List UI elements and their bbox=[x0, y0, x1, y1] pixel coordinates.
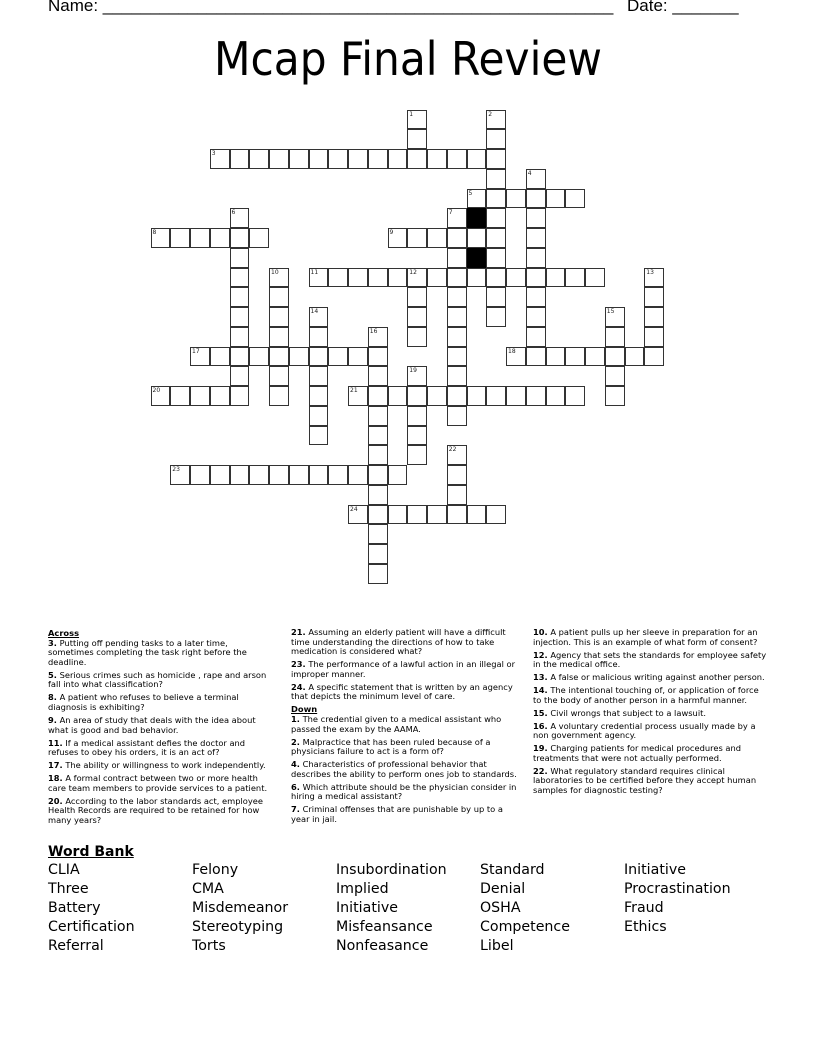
word-bank-row bbox=[48, 900, 768, 919]
word-bank-word: Three bbox=[48, 881, 89, 897]
cell-number: 21 bbox=[350, 387, 358, 394]
grid-cell[interactable] bbox=[447, 307, 467, 327]
grid-cell[interactable] bbox=[407, 505, 427, 525]
name-field-label: Name: ______________________________________________________ bbox=[48, 0, 614, 15]
clue-down-2: 2. Malpractice that has been ruled because of a physicians failure to act is a form of? bbox=[291, 736, 491, 757]
word-bank-word: Standard bbox=[480, 862, 545, 878]
word-bank-row bbox=[48, 881, 768, 900]
grid-cell[interactable] bbox=[368, 366, 388, 386]
grid-cell[interactable] bbox=[546, 347, 566, 367]
grid-cell[interactable] bbox=[605, 386, 625, 406]
grid-cell[interactable] bbox=[644, 327, 664, 347]
grid-cell[interactable] bbox=[447, 366, 467, 386]
grid-cell[interactable] bbox=[368, 149, 388, 169]
grid-cell[interactable] bbox=[427, 386, 447, 406]
cell-number: 23 bbox=[172, 466, 180, 473]
grid-cell[interactable] bbox=[151, 228, 171, 248]
grid-cell[interactable] bbox=[289, 347, 309, 367]
grid-cell[interactable] bbox=[269, 465, 289, 485]
grid-cell[interactable] bbox=[368, 445, 388, 465]
grid-cell[interactable] bbox=[605, 347, 625, 367]
grid-cell[interactable] bbox=[230, 208, 250, 228]
word-bank-row bbox=[48, 919, 768, 938]
grid-cell[interactable] bbox=[190, 386, 210, 406]
grid-cell[interactable] bbox=[486, 386, 506, 406]
grid-cell[interactable] bbox=[368, 465, 388, 485]
grid-cell[interactable] bbox=[625, 347, 645, 367]
grid-cell[interactable] bbox=[447, 248, 467, 268]
clue-down-19: 19. Charging patients for medical procedures and treatments that were not actually performed. bbox=[533, 743, 742, 763]
clue-across-23: 23. The performance of a lawful action in an illegal or improper manner. bbox=[291, 659, 515, 679]
clue-down-6: 6. Which attribute should be the physician consider in hiring a medical assistant? bbox=[291, 781, 517, 802]
grid-cell[interactable] bbox=[190, 347, 210, 367]
grid-cell[interactable] bbox=[526, 208, 546, 228]
grid-cell[interactable] bbox=[447, 228, 467, 248]
grid-cell[interactable] bbox=[368, 564, 388, 584]
grid-cell[interactable] bbox=[388, 386, 408, 406]
grid-cell[interactable] bbox=[427, 505, 447, 525]
clue-across-21: 21. Assuming an elderly patient will have a difficult time understanding the directions of how to take medication is considered what? bbox=[291, 627, 506, 657]
grid-cell[interactable] bbox=[388, 228, 408, 248]
grid-cell[interactable] bbox=[230, 149, 250, 169]
grid-cell[interactable] bbox=[447, 386, 467, 406]
grid-cell[interactable] bbox=[151, 386, 171, 406]
grid-cell[interactable] bbox=[486, 228, 506, 248]
grid-cell[interactable] bbox=[368, 426, 388, 446]
grid-cell[interactable] bbox=[328, 149, 348, 169]
grid-cell[interactable] bbox=[388, 465, 408, 485]
grid-cell[interactable] bbox=[368, 524, 388, 544]
grid-cell[interactable] bbox=[230, 327, 250, 347]
grid-cell[interactable] bbox=[230, 248, 250, 268]
clues-column-3 bbox=[533, 628, 768, 799]
grid-cell[interactable] bbox=[506, 268, 526, 288]
grid-cell[interactable] bbox=[526, 307, 546, 327]
grid-cell[interactable] bbox=[249, 228, 269, 248]
clue-down-15: 15. Civil wrongs that subject to a lawsuit. bbox=[533, 707, 707, 718]
grid-cell[interactable] bbox=[190, 228, 210, 248]
grid-cell[interactable] bbox=[388, 505, 408, 525]
grid-cell[interactable] bbox=[368, 544, 388, 564]
date-field-label: Date: _______ bbox=[627, 0, 739, 15]
cell-number: 1 bbox=[409, 110, 414, 118]
grid-cell[interactable] bbox=[467, 189, 487, 209]
crossword-grid bbox=[151, 110, 691, 610]
word-bank-word: Misfeansance bbox=[336, 919, 433, 935]
grid-cell[interactable] bbox=[605, 327, 625, 347]
grid-cell[interactable] bbox=[486, 208, 506, 228]
grid-cell[interactable] bbox=[526, 228, 546, 248]
grid-cell[interactable] bbox=[210, 465, 230, 485]
grid-cell[interactable] bbox=[427, 268, 447, 288]
word-bank-word: Initiative bbox=[336, 900, 398, 916]
clue-down-1: 1. The credential given to a medical assistant who passed the exam by the AAMA. bbox=[291, 713, 502, 734]
grid-cell[interactable] bbox=[348, 347, 368, 367]
grid-cell[interactable] bbox=[190, 465, 210, 485]
clue-down-4: 4. Characteristics of professional behavior that describes the ability to perform ones job to standards. bbox=[291, 759, 517, 779]
clues-column-1 bbox=[48, 628, 276, 829]
cell-number: 15 bbox=[606, 308, 615, 315]
cell-number: 5 bbox=[468, 189, 473, 197]
grid-cell[interactable] bbox=[526, 287, 546, 307]
grid-cell[interactable] bbox=[447, 287, 467, 307]
grid-cell[interactable] bbox=[506, 386, 526, 406]
grid-cell[interactable] bbox=[249, 347, 269, 367]
grid-cell[interactable] bbox=[309, 366, 329, 386]
grid-cell[interactable] bbox=[230, 386, 250, 406]
grid-cell[interactable] bbox=[309, 386, 329, 406]
word-bank-word: Competence bbox=[480, 919, 570, 935]
word-bank-word: OSHA bbox=[480, 900, 521, 916]
clue-across-3: 3. Putting off pending tasks to a later time, sometimes completing the task right before the deadline. bbox=[48, 637, 247, 667]
grid-cell[interactable] bbox=[269, 307, 289, 327]
grid-cell[interactable] bbox=[170, 465, 190, 485]
clue-down-7: 7. Criminal offenses that are punishable by up to a year in jail. bbox=[291, 804, 503, 824]
grid-cell[interactable] bbox=[170, 228, 190, 248]
grid-cell[interactable] bbox=[309, 307, 329, 327]
cell-number: 12 bbox=[409, 268, 417, 276]
grid-cell[interactable] bbox=[467, 149, 487, 169]
grid-cell[interactable] bbox=[230, 307, 250, 327]
grid-cell[interactable] bbox=[368, 485, 388, 505]
clue-across-17: 17. The ability or willingness to work independently. bbox=[48, 760, 266, 771]
grid-cell[interactable] bbox=[407, 366, 427, 386]
grid-cell[interactable] bbox=[447, 268, 467, 288]
down-heading: Down bbox=[291, 704, 318, 715]
cell-number: 8 bbox=[152, 229, 157, 236]
grid-cell[interactable] bbox=[348, 149, 368, 169]
grid-cell[interactable] bbox=[427, 228, 447, 248]
grid-cell[interactable] bbox=[526, 327, 546, 347]
word-bank-word: Nonfeasance bbox=[336, 938, 429, 954]
grid-cell[interactable] bbox=[368, 268, 388, 288]
grid-cell[interactable] bbox=[230, 228, 250, 248]
grid-cell[interactable] bbox=[328, 268, 348, 288]
cell-number: 2 bbox=[488, 110, 493, 118]
grid-cell[interactable] bbox=[467, 268, 487, 288]
cell-number: 11 bbox=[310, 268, 319, 276]
word-bank-word: Misdemeanor bbox=[192, 900, 289, 916]
grid-cell[interactable] bbox=[546, 386, 566, 406]
word-bank-word: Fraud bbox=[624, 900, 664, 916]
word-bank-word: Battery bbox=[48, 900, 101, 916]
grid-cell[interactable] bbox=[269, 327, 289, 347]
cell-number: 19 bbox=[409, 367, 417, 375]
name-date-header bbox=[48, 0, 748, 20]
cell-number: 10 bbox=[271, 268, 279, 276]
grid-cell[interactable] bbox=[605, 307, 625, 327]
grid-cell[interactable] bbox=[526, 169, 546, 189]
clues-column-2 bbox=[291, 628, 523, 828]
word-bank bbox=[48, 862, 768, 957]
page-title: Mcap Final Review bbox=[213, 32, 603, 86]
cell-number: 13 bbox=[646, 268, 654, 276]
word-bank-word: Ethics bbox=[624, 919, 667, 935]
grid-cell[interactable] bbox=[467, 505, 487, 525]
grid-cell[interactable] bbox=[269, 268, 289, 288]
grid-cell[interactable] bbox=[506, 347, 526, 367]
grid-cell[interactable] bbox=[486, 169, 506, 189]
grid-cell[interactable] bbox=[388, 268, 408, 288]
word-bank-word: Certification bbox=[48, 919, 135, 935]
clue-across-9: 9. An area of study that deals with the idea about what is good and bad behavior. bbox=[48, 714, 256, 735]
grid-cell[interactable] bbox=[368, 347, 388, 367]
grid-cell[interactable] bbox=[210, 228, 230, 248]
grid-cell[interactable] bbox=[526, 248, 546, 268]
grid-cell[interactable] bbox=[368, 406, 388, 426]
grid-cell[interactable] bbox=[447, 485, 467, 505]
grid-cell[interactable] bbox=[230, 268, 250, 288]
word-bank-title: Word Bank bbox=[48, 844, 134, 860]
grid-cell[interactable] bbox=[447, 347, 467, 367]
grid-cell[interactable] bbox=[585, 268, 605, 288]
grid-cell[interactable] bbox=[388, 149, 408, 169]
word-bank-word: CLIA bbox=[48, 862, 80, 878]
grid-cell[interactable] bbox=[605, 366, 625, 386]
cell-number: 3 bbox=[211, 150, 216, 157]
grid-cell[interactable] bbox=[565, 347, 585, 367]
across-heading: Across bbox=[48, 628, 80, 638]
grid-cell[interactable] bbox=[407, 406, 427, 426]
grid-cell[interactable] bbox=[407, 386, 427, 406]
grid-cell[interactable] bbox=[486, 505, 506, 525]
cell-number: 24 bbox=[350, 505, 358, 513]
clue-down-10: 10. A patient pulls up her sleeve in preparation for an injection. This is an example of what form of consent? bbox=[533, 627, 758, 647]
grid-cell[interactable] bbox=[368, 505, 388, 525]
word-bank-word: Initiative bbox=[624, 862, 686, 878]
cell-number: 20 bbox=[152, 387, 161, 394]
grid-cell[interactable] bbox=[486, 149, 506, 169]
grid-cell[interactable] bbox=[526, 189, 546, 209]
cell-number: 18 bbox=[508, 347, 516, 355]
grid-cell[interactable] bbox=[269, 287, 289, 307]
grid-cell[interactable] bbox=[309, 426, 329, 446]
black-cell bbox=[467, 248, 487, 268]
grid-cell[interactable] bbox=[486, 189, 506, 209]
cell-number: 7 bbox=[448, 209, 453, 217]
cell-number: 14 bbox=[310, 308, 319, 315]
grid-cell[interactable] bbox=[328, 465, 348, 485]
grid-cell[interactable] bbox=[407, 287, 427, 307]
grid-cell[interactable] bbox=[565, 268, 585, 288]
grid-cell[interactable] bbox=[427, 149, 447, 169]
grid-cell[interactable] bbox=[407, 110, 427, 130]
word-bank-word: Denial bbox=[480, 881, 526, 897]
grid-cell[interactable] bbox=[447, 505, 467, 525]
word-bank-word: Referral bbox=[48, 938, 104, 954]
grid-cell[interactable] bbox=[447, 149, 467, 169]
grid-cell[interactable] bbox=[486, 248, 506, 268]
grid-cell[interactable] bbox=[407, 268, 427, 288]
grid-cell[interactable] bbox=[368, 386, 388, 406]
cell-number: 6 bbox=[231, 209, 236, 217]
clue-down-16: 16. A voluntary credential process usually made by a non government agency. bbox=[533, 720, 756, 741]
word-bank-word: Procrastination bbox=[624, 881, 731, 897]
cell-number: 17 bbox=[192, 347, 200, 355]
word-bank-word: Stereotyping bbox=[192, 919, 284, 935]
grid-cell[interactable] bbox=[447, 465, 467, 485]
grid-cell[interactable] bbox=[309, 268, 329, 288]
grid-cell[interactable] bbox=[407, 129, 427, 149]
grid-cell[interactable] bbox=[289, 149, 309, 169]
grid-cell[interactable] bbox=[644, 347, 664, 367]
grid-cell[interactable] bbox=[210, 386, 230, 406]
grid-cell[interactable] bbox=[407, 149, 427, 169]
grid-cell[interactable] bbox=[407, 327, 427, 347]
grid-cell[interactable] bbox=[407, 228, 427, 248]
grid-cell[interactable] bbox=[486, 268, 506, 288]
grid-cell[interactable] bbox=[269, 149, 289, 169]
grid-cell[interactable] bbox=[467, 386, 487, 406]
word-bank-word: Insubordination bbox=[336, 862, 447, 878]
grid-cell[interactable] bbox=[447, 445, 467, 465]
cell-number: 16 bbox=[369, 327, 378, 335]
grid-cell[interactable] bbox=[309, 347, 329, 367]
grid-cell[interactable] bbox=[269, 347, 289, 367]
grid-cell[interactable] bbox=[348, 268, 368, 288]
cell-number: 9 bbox=[389, 229, 394, 236]
clue-down-13: 13. A false or malicious writing against another person. bbox=[533, 672, 765, 683]
grid-cell[interactable] bbox=[289, 465, 309, 485]
grid-cell[interactable] bbox=[526, 386, 546, 406]
grid-cell[interactable] bbox=[269, 386, 289, 406]
grid-cell[interactable] bbox=[546, 268, 566, 288]
word-bank-row bbox=[48, 862, 768, 881]
clue-down-12: 12. Agency that sets the standards for employee safety in the medical office. bbox=[533, 649, 767, 670]
grid-cell[interactable] bbox=[230, 465, 250, 485]
grid-cell[interactable] bbox=[585, 347, 605, 367]
grid-cell[interactable] bbox=[407, 307, 427, 327]
grid-cell[interactable] bbox=[309, 406, 329, 426]
grid-cell[interactable] bbox=[210, 347, 230, 367]
grid-cell[interactable] bbox=[486, 110, 506, 130]
grid-cell[interactable] bbox=[467, 228, 487, 248]
black-cell bbox=[467, 208, 487, 228]
word-bank-word: CMA bbox=[192, 881, 224, 897]
grid-cell[interactable] bbox=[249, 465, 269, 485]
grid-cell[interactable] bbox=[230, 287, 250, 307]
word-bank-word: Felony bbox=[192, 862, 239, 878]
grid-cell[interactable] bbox=[546, 189, 566, 209]
grid-cell[interactable] bbox=[526, 347, 546, 367]
clue-across-18: 18. A formal contract between two or more health care team members to provide services to a patient. bbox=[48, 773, 268, 793]
grid-cell[interactable] bbox=[447, 208, 467, 228]
grid-cell[interactable] bbox=[170, 386, 190, 406]
grid-cell[interactable] bbox=[486, 287, 506, 307]
grid-cell[interactable] bbox=[368, 327, 388, 347]
grid-cell[interactable] bbox=[269, 366, 289, 386]
word-bank-word: Libel bbox=[480, 938, 514, 954]
grid-cell[interactable] bbox=[644, 287, 664, 307]
grid-cell[interactable] bbox=[348, 465, 368, 485]
cell-number: 4 bbox=[527, 169, 532, 177]
grid-cell[interactable] bbox=[348, 386, 368, 406]
clue-across-24: 24. A specific statement that is written by an agency that depicts the minimum level of care. bbox=[291, 681, 513, 702]
grid-cell[interactable] bbox=[309, 149, 329, 169]
grid-cell[interactable] bbox=[644, 307, 664, 327]
grid-cell[interactable] bbox=[565, 386, 585, 406]
word-bank-word: Torts bbox=[192, 938, 226, 954]
grid-cell[interactable] bbox=[526, 268, 546, 288]
grid-cell[interactable] bbox=[486, 129, 506, 149]
clue-across-20: 20. According to the labor standards act, employee Health Records are required to be retained for how many years? bbox=[48, 795, 263, 825]
grid-cell[interactable] bbox=[447, 406, 467, 426]
clue-down-14: 14. The intentional touching of, or application of force to the body of another person in a harmful manner. bbox=[533, 685, 759, 705]
grid-cell[interactable] bbox=[447, 327, 467, 347]
grid-cell[interactable] bbox=[230, 347, 250, 367]
grid-cell[interactable] bbox=[309, 327, 329, 347]
grid-cell[interactable] bbox=[644, 268, 664, 288]
clue-across-5: 5. Serious crimes such as homicide , rape and arson fall into what classification? bbox=[48, 669, 267, 690]
cell-number: 22 bbox=[448, 446, 457, 454]
grid-cell[interactable] bbox=[249, 149, 269, 169]
grid-cell[interactable] bbox=[565, 189, 585, 209]
clue-across-11: 11. If a medical assistant defies the doctor and refuses to obey his orders, it is an act of? bbox=[48, 737, 246, 758]
grid-cell[interactable] bbox=[407, 426, 427, 446]
grid-cell[interactable] bbox=[210, 149, 230, 169]
clue-across-8: 8. A patient who refuses to believe a terminal diagnosis is exhibiting? bbox=[48, 692, 239, 712]
grid-cell[interactable] bbox=[309, 465, 329, 485]
grid-cell[interactable] bbox=[328, 347, 348, 367]
word-bank-word: Implied bbox=[336, 881, 389, 897]
grid-cell[interactable] bbox=[506, 189, 526, 209]
grid-cell[interactable] bbox=[230, 366, 250, 386]
grid-cell[interactable] bbox=[348, 505, 368, 525]
grid-cell[interactable] bbox=[407, 445, 427, 465]
grid-cell[interactable] bbox=[486, 307, 506, 327]
word-bank-row bbox=[48, 938, 768, 957]
clue-down-22: 22. What regulatory standard requires clinical laboratories to be certified before they accept human samples for diagnostic testing? bbox=[533, 765, 757, 796]
